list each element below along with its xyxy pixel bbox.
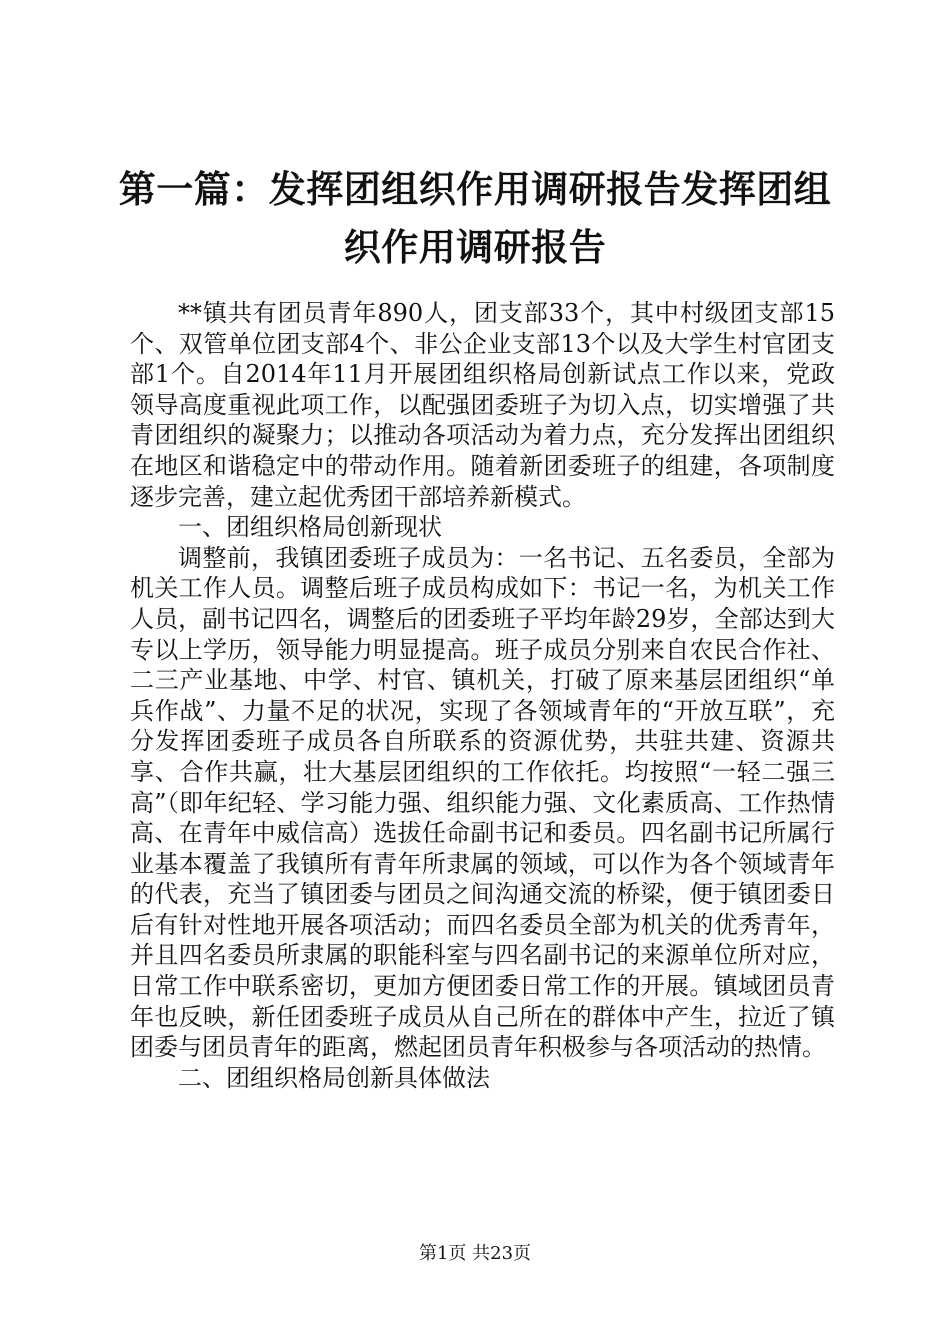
paragraph-intro: **镇共有团员青年890人，团支部33个，其中村级团支部15个、双管单位团支部4个、非公企业支部13个以及大学生村官团支部1个。自2014年11月开展团组织格局创新试点工作以来，党政领导高度重视此项工作，以配强团委班子为切入点，切实增强了共青团组织的凝聚力；以推动各项活动为着力点，充分发挥出团组织在地区和谐稳定中的带动作用。随着新团委班子的组建，各项制度逐步完善，建立起优秀团干部培养新模式。: [130, 299, 835, 511]
section-heading-2: 二、团组织格局创新具体做法: [178, 1063, 490, 1092]
document-body: [130, 298, 835, 1093]
document-title: 第一篇：发挥团组织作用调研报告发挥团组织作用调研报告: [118, 167, 832, 269]
page-number-footer: 第1页 共23页: [418, 1243, 532, 1264]
paragraph-status: 调整前，我镇团委班子成员为：一名书记、五名委员，全部为机关工作人员。调整后班子成员构成如下：书记一名，为机关工作人员，副书记四名，调整后的团委班子平均年龄29岁，全部达到大专以上学历，领导能力明显提高。班子成员分别来自农民合作社、二三产业基地、中学、村官、镇机关，打破了原来基层团组织“单兵作战”、力量不足的状况，实现了各领域青年的“开放互联”，充分发挥团委班子成员各自所联系的资源优势，共驻共建、资源共享、合作共赢，壮大基层团组织的工作依托。均按照“一轻二强三高”（即年纪轻、学习能力强、组织能力强、文化素质高、工作热情高、在青年中威信高）选拔任命副书记和委员。四名副书记所属行业基本覆盖了我镇所有青年所隶属的领域，可以作为各个领域青年的代表，充当了镇团委与团员之间沟通交流的桥梁，便于镇团委日后有针对性地开展各项活动；而四名委员全部为机关的优秀青年，并且四名委员所隶属的职能科室与四名副书记的来源单位所对应，日常工作中联系密切，更加方便团委日常工作的开展。镇域团员青年也反映，新任团委班子成员从自己所在的群体中产生，拉近了镇团委与团员青年的距离，燃起团员青年积极参与各项活动的热情。: [130, 543, 835, 1062]
section-heading-1: 一、团组织格局创新现状: [178, 513, 442, 542]
